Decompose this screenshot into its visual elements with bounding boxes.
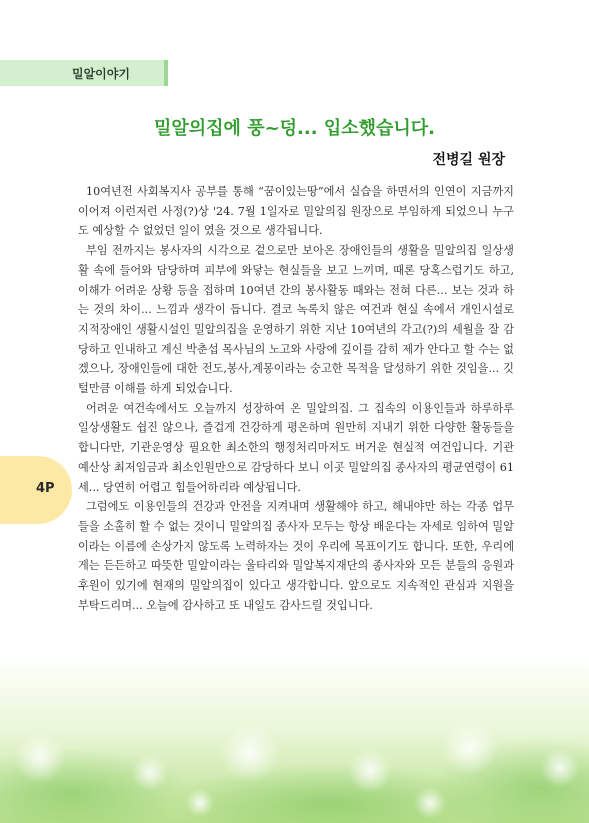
paragraph-3: 어려운 여건속에서도 오늘까지 성장하여 온 밀알의집. 그 집속의 이용인들과 하루하루 일상생활도 쉽진 않으나, 즐겁게 건강하게 평온하며 원만히 지내기 위한 다양한 활동들을 합니다만, 기관운영상 필요한 최소한의 행정처리마저도 버거운 현실적 여건입니다. 기관 예산상 최저임금과 최소인원만으로 감당하다 보니 이곳 밀알의집 종사자의 평균연령이 61세... 당연히 어렵고 힘들어하리라 예상됩니다. [78, 401, 514, 494]
page-number: 4P [36, 481, 55, 496]
bokeh-meadow-graphic [0, 653, 589, 823]
article-body [78, 182, 514, 615]
article-author: 전병길 원장 [432, 152, 505, 168]
page-number-tab [0, 456, 72, 524]
paragraph-4: 그럼에도 이용인들의 건강과 안전을 지켜내며 생활해야 하고, 해내야만 하는 각종 업무들을 소홀히 할 수 없는 것이니 밀알의집 종사자 모두는 항상 배운다는 자세로 임하여 밀알이라는 이름에 손상가지 않도록 노력하자는 것이 우리에 목표이기도 합니다. 또한, 우리에게는 든든하고 따뜻한 밀알이라는 울타리와 밀알복지재단의 종사자와 모든 분들의 응원과 후원이 있기에 현재의 밀알의집이 있다고 생각합니다. 앞으로도 지속적인 관심과 지원을 부탁드리며... 오늘에 감사하고 또 내일도 감사드릴 것입니다. [78, 500, 514, 612]
paragraph-1: 10여년전 사회복지사 공부를 통해 “꿈이있는땅”에서 실습을 하면서의 인연이 지금까지 이어져 이런저런 사정(?)상 '24. 7월 1일자로 밀알의집 원장으로 부임하게 되었으니 누구도 예상할 수 없었던 일이 였을 것으로 생각됩니다. [78, 185, 514, 238]
section-label: 밀알이야기 [72, 67, 130, 81]
article-title: 밀알의집에 풍~덩... 입소했습니다. [153, 118, 435, 139]
section-tab [0, 60, 168, 86]
footer-green-bokeh-art [0, 653, 589, 823]
paragraph-2: 부임 전까지는 봉사자의 시각으로 겉으로만 보아온 장애인들의 생활을 밀알의집 일상생활 속에 들어와 담당하며 피부에 와닿는 현실들을 보고 느끼며, 때론 당혹스럽기도 하고, 이해가 어려운 상황 등을 접하며 10여년 간의 봉사활동 때와는 전혀 다른... 보는 것과 하는 것의 차이... 느낌과 생각이 듭니다. 결코 녹록치 않은 여건과 현실 속에서 개인시설로 지적장애인 생활시설인 밀알의집을 운영하기 위한 지난 10여년의 각고(?)의 세월을 잘 감당하고 인내하고 계신 박춘섭 목사님의 노고와 사랑에 깊이를 감히 제가 안다고 할 수는 없겠으나, 장애인들에 대한 전도,봉사,계몽이라는 숭고한 목적을 달성하기 위한 것임을... 깃털만큼 이해를 하게 되었습니다. [78, 244, 514, 396]
